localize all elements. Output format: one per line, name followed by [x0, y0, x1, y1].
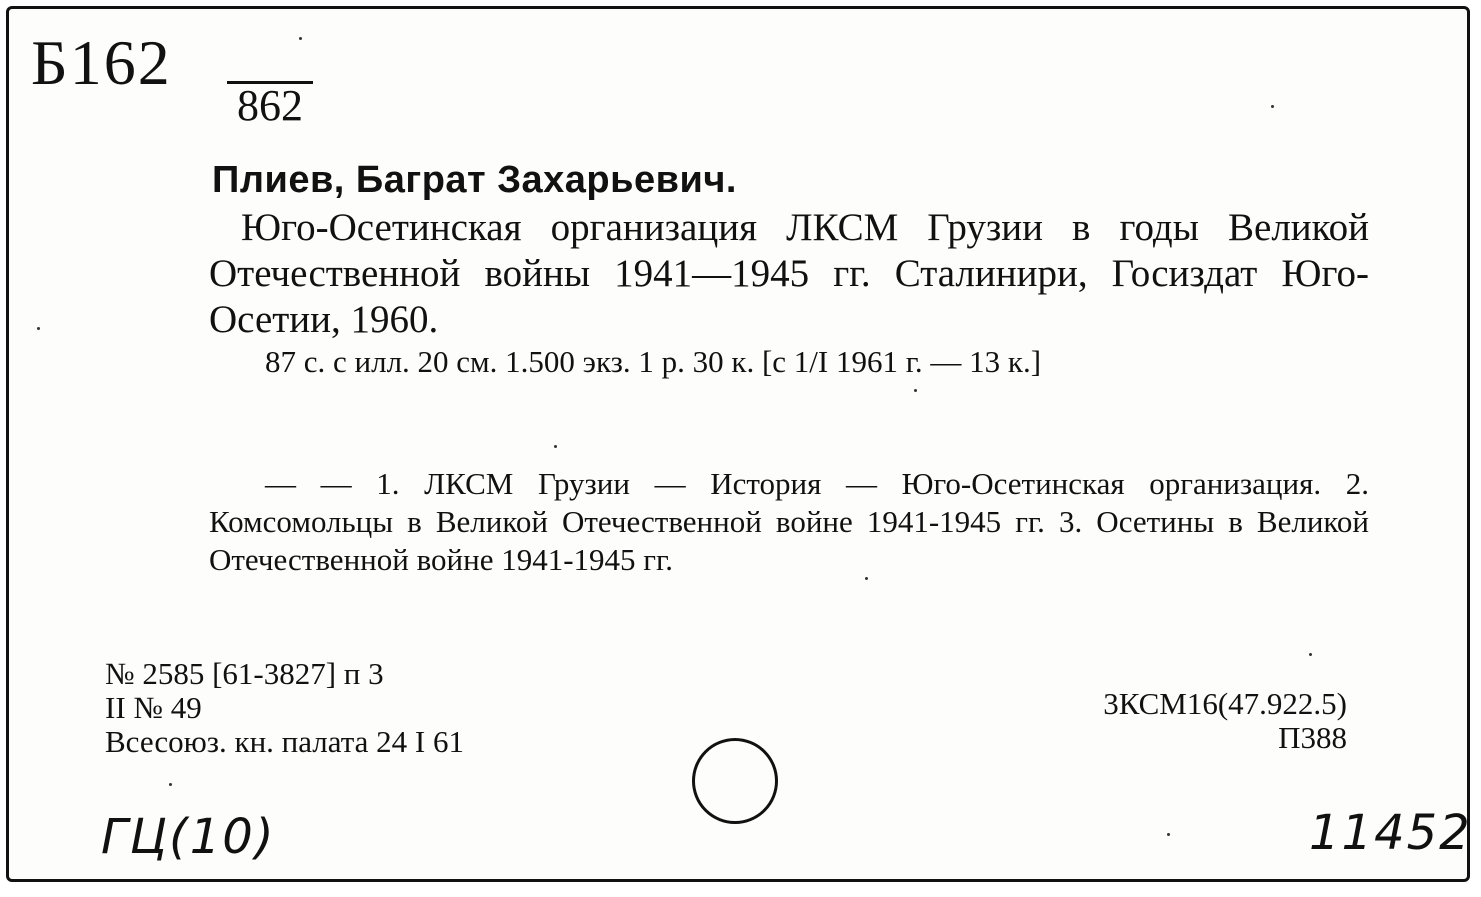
collation: 87 с. с илл. 20 см. 1.500 экз. 1 р. 30 к. [с 1/I 1961 г. — 13 к.] — [265, 344, 1042, 379]
speck — [865, 577, 868, 580]
title-statement: Юго-Осетинская организация ЛКСМ Грузии в годы Великой Отечественной войны 1941—1945 гг. Сталинири, Госиздат Юго-Осетии, 1960. — [209, 206, 1369, 341]
author-heading: Плиев, Баграт Захарьевич. — [212, 159, 737, 201]
call-number: Б162 — [31, 27, 172, 98]
catalog-card — [6, 6, 1470, 882]
classification-code — [1103, 687, 1347, 755]
ident-line-1: № 2585 [61-3827] п 3 — [105, 656, 384, 691]
speck — [1271, 105, 1274, 108]
classification-line-2: П388 — [1278, 720, 1347, 755]
call-number-sub: 862 — [227, 81, 313, 128]
speck — [914, 389, 917, 392]
ident-line-2: II № 49 — [105, 690, 202, 725]
handwritten-note-left: ГЦ(10) — [101, 809, 276, 865]
speck — [554, 445, 557, 448]
speck — [1309, 653, 1312, 656]
subject-headings: — — 1. ЛКСМ Грузии — История — Юго-Осетинская организация. 2. Комсомольцы в Великой Отечественной войне 1941-1945 гг. 3. Осетины в Великой Отечественной войне 1941-1945 гг. — [209, 466, 1369, 577]
speck — [299, 37, 302, 40]
ident-line-3: Всесоюз. кн. палата 24 I 61 — [105, 724, 464, 759]
handwritten-note-right: 11452 — [1309, 805, 1472, 861]
speck — [169, 783, 172, 786]
classification-line-1: 3КСМ16(47.922.5) — [1103, 686, 1347, 721]
card-identifiers — [105, 657, 464, 759]
punch-hole-circle — [692, 738, 778, 824]
speck — [37, 327, 40, 330]
speck — [1167, 833, 1170, 836]
